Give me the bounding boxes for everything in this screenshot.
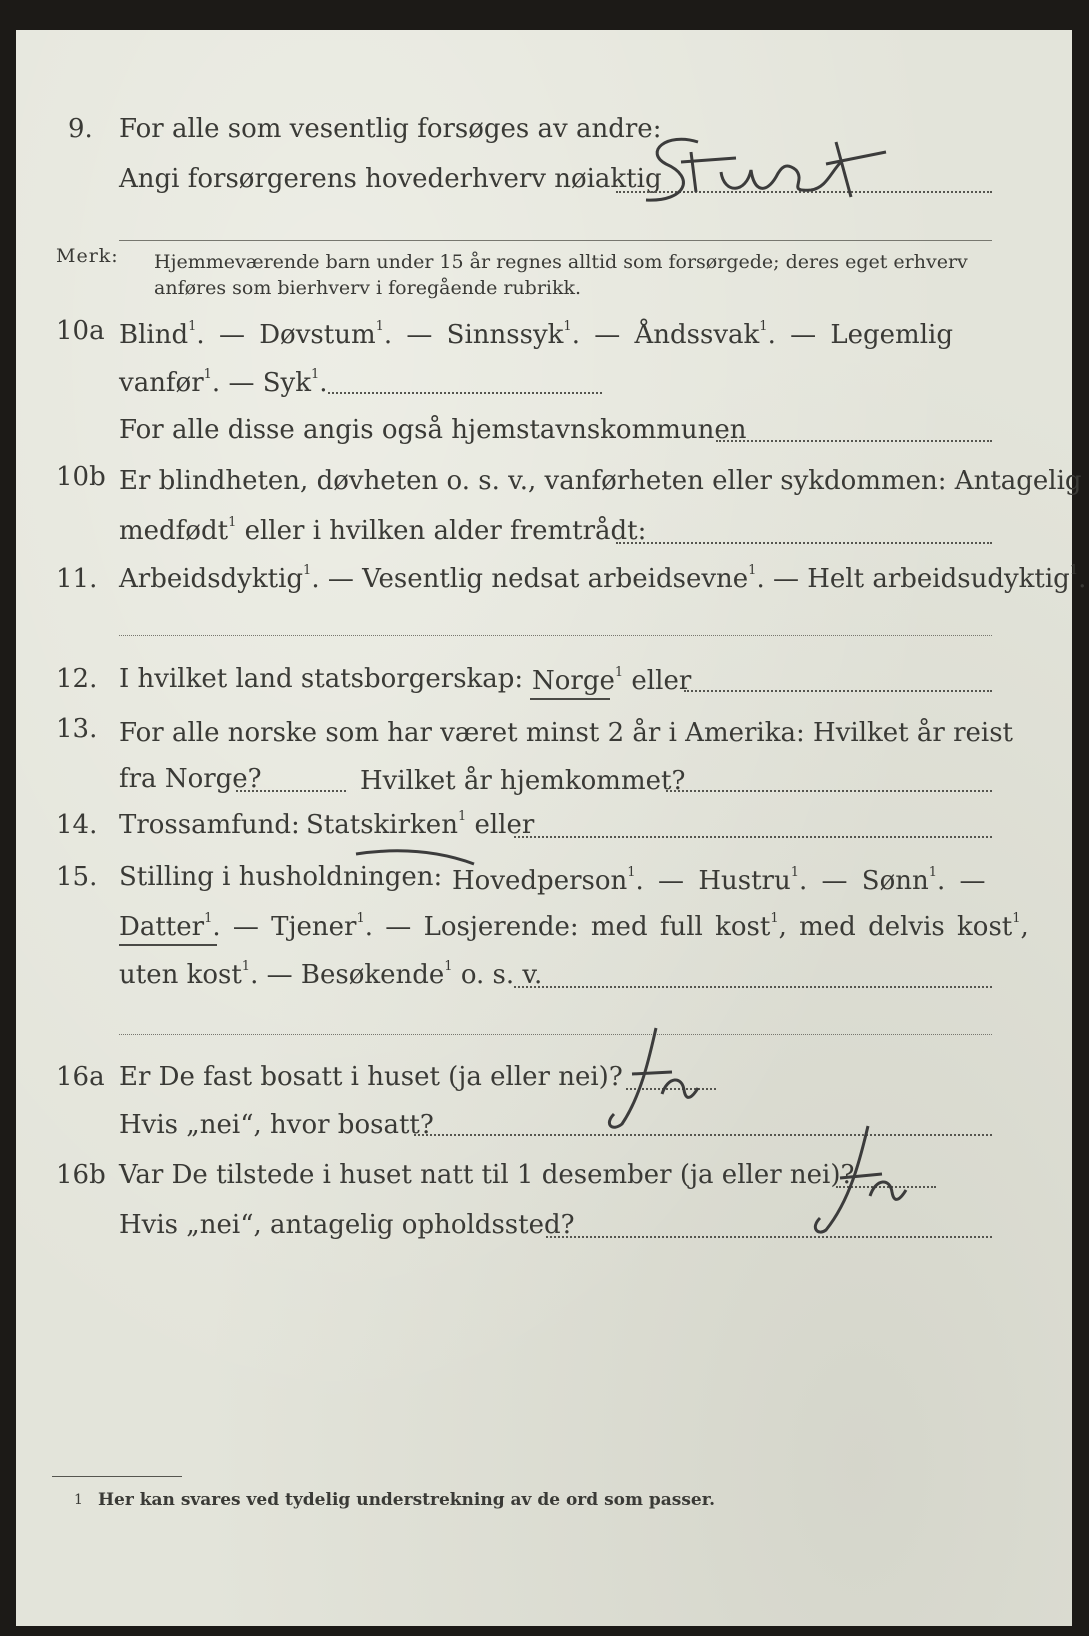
q16a-line2: Hvis „nei“, hvor bosatt? xyxy=(119,1110,434,1140)
q10a-line1: Blind$^1$. — Døvstum$^1$. — Sinnssyk$^1$. — Åndssvak$^1$. — Legemlig xyxy=(119,319,953,350)
q16b-handwritten-answer xyxy=(806,1120,916,1240)
census-form-page xyxy=(16,30,1087,1626)
divider xyxy=(119,240,992,241)
question-number: 16a xyxy=(56,1062,105,1092)
merk-line2: anføres som bierhverv i foregående rubrikk. xyxy=(154,277,582,299)
q12-text: I hvilket land statsborgerskap: xyxy=(119,664,524,694)
question-number: 15. xyxy=(56,862,98,892)
footnote-text: Her kan svares ved tydelig understrekning av de ord som passer. xyxy=(98,1490,716,1510)
footnote-mark: 1 xyxy=(74,1492,83,1508)
q10a-hjemstavn-line[interactable] xyxy=(716,440,992,442)
q15-line1b: Hovedperson$^1$. — Hustru$^1$. — Sønn$^1$. — xyxy=(452,865,986,896)
footnote-rule xyxy=(52,1476,182,1477)
question-number: 12. xyxy=(56,664,98,694)
q10b-answer-line[interactable] xyxy=(616,542,992,544)
q14-options: Statskirken$^1$ eller xyxy=(306,809,535,840)
q15-line3: uten kost$^1$. — Besøkende$^1$ o. s. v. xyxy=(119,959,543,990)
question-number: 10a xyxy=(56,316,105,346)
q15-pen-stroke xyxy=(356,848,476,868)
q13-reist-line[interactable] xyxy=(236,790,346,792)
merk-label: Merk: xyxy=(56,245,119,267)
q12-answer-line[interactable] xyxy=(684,690,992,692)
question-number: 13. xyxy=(56,714,98,744)
q10a-line2: vanfør$^1$. — Syk$^1$. xyxy=(119,367,328,398)
q13-line1: For alle norske som har været minst 2 år i Amerika: Hvilket år reist xyxy=(119,718,1013,748)
q16b-line2: Hvis „nei“, antagelig opholdssted? xyxy=(119,1210,575,1240)
q10b-line2: medfødt$^1$ eller i hvilken alder fremtrådt: xyxy=(119,515,647,546)
q12-underline-mark xyxy=(530,698,610,700)
question-number: 10b xyxy=(56,462,106,492)
q15-line1a: Stilling i husholdningen: xyxy=(119,862,443,892)
q9-line1: For alle som vesentlig forsøges av andre: xyxy=(119,114,662,144)
q15-answer-line-2[interactable] xyxy=(119,1034,992,1035)
q13-line2b: Hvilket år hjemkommet? xyxy=(360,766,686,796)
q16b-line1: Var De tilstede i huset natt til 1 desember (ja eller nei)? xyxy=(119,1160,855,1190)
q9-handwritten-answer xyxy=(636,122,906,222)
q10a-line3: For alle disse angis også hjemstavnskommunen xyxy=(119,415,747,445)
q16a-handwritten-answer xyxy=(602,1024,712,1134)
question-number: 9. xyxy=(68,114,93,144)
q16a-line1: Er De fast bosatt i huset (ja eller nei)? xyxy=(119,1062,623,1092)
q11-answer-line[interactable] xyxy=(119,635,992,636)
q12-options: Norge$^1$ eller xyxy=(532,665,692,696)
q14-answer-line[interactable] xyxy=(514,836,992,838)
q10b-line1: Er blindheten, døvheten o. s. v., vanførheten eller sykdommen: Antagelig xyxy=(119,466,1082,496)
q9-line2: Angi forsørgerens hovederhverv nøiaktig xyxy=(119,164,662,194)
q11-line: Arbeidsdyktig$^1$. — Vesentlig nedsat arbeidsevne$^1$. — Helt arbeidsudyktig$^1$. xyxy=(119,563,1087,594)
q15-line2: Datter$^1$. — Tjener$^1$. — Losjerende: med full kost$^1$, med delvis kost$^1$, xyxy=(119,911,1029,942)
q16b-opholdssted-line[interactable] xyxy=(546,1236,992,1238)
q15-answer-line[interactable] xyxy=(514,986,992,988)
q15-underline-mark xyxy=(119,944,217,946)
q10a-answer-line[interactable] xyxy=(328,392,602,394)
question-number: 14. xyxy=(56,810,98,840)
q13-hjemkommet-line[interactable] xyxy=(666,790,992,792)
question-number: 11. xyxy=(56,564,98,594)
question-number: 16b xyxy=(56,1160,106,1190)
q14-text: Trossamfund: xyxy=(119,810,300,840)
merk-line1: Hjemmeværende barn under 15 år regnes alltid som forsørgede; deres eget erhverv xyxy=(154,251,968,273)
q13-line2a: fra Norge? xyxy=(119,764,262,794)
